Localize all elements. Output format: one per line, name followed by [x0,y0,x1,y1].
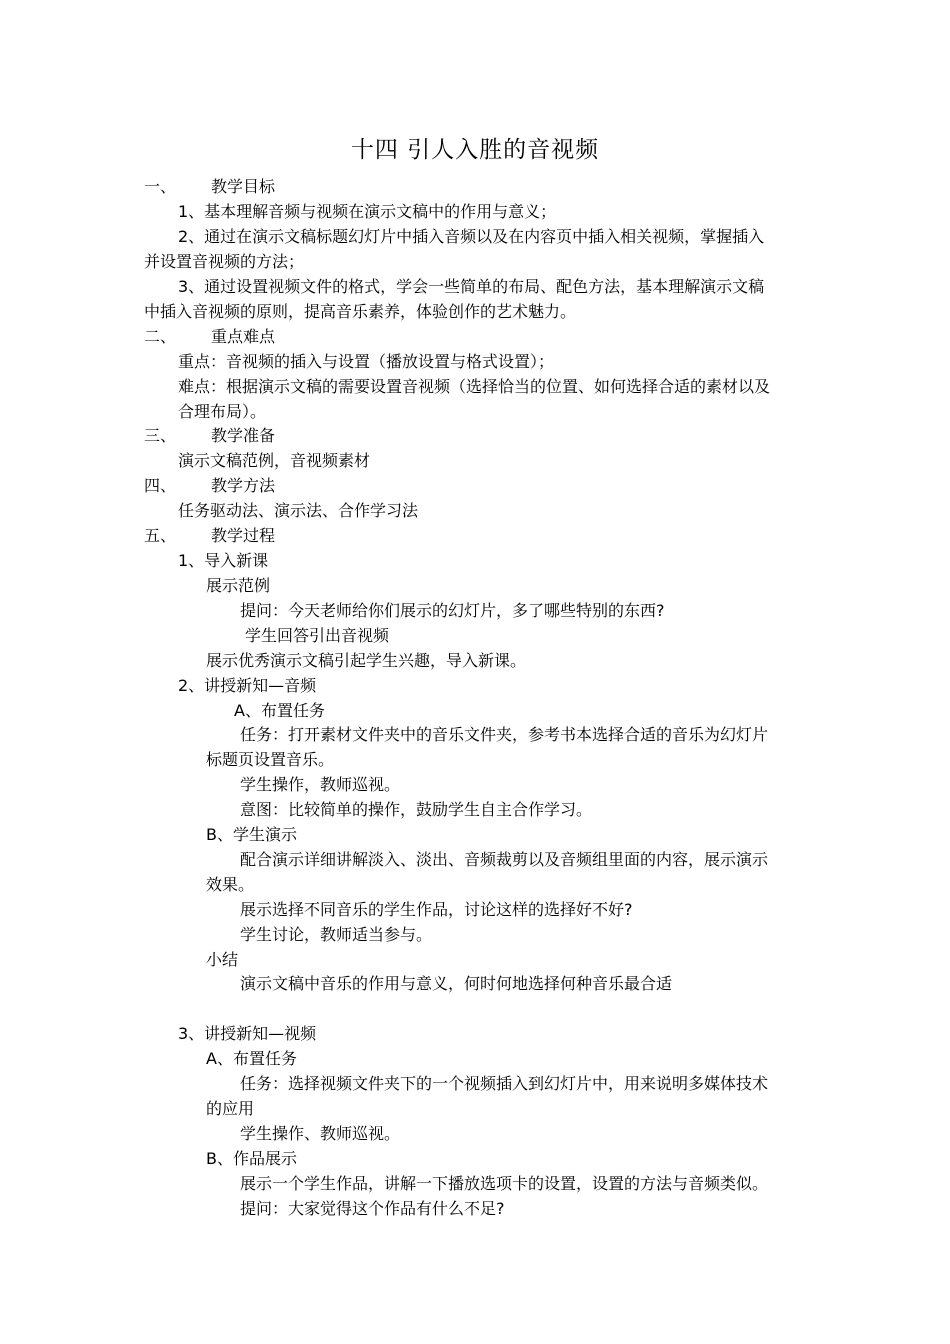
paragraph-line: 学生讨论，教师适当参与。 [240,925,433,944]
paragraph-line: 合理布局）。 [178,402,267,421]
paragraph-line: 展示选择不同音乐的学生作品，讨论这样的选择好不好? [240,900,633,919]
section-label: 重点难点 [211,327,276,346]
section-number: 四、 [144,476,177,495]
paragraph-line: 展示优秀演示文稿引起学生兴趣，导入新课。 [206,651,527,670]
paragraph-line: 2、通过在演示文稿标题幻灯片中插入音频以及在内容页中插入相关视频，掌握插入 [178,227,765,246]
section-label: 教学方法 [211,476,276,495]
section-label: 教学目标 [211,177,276,196]
section-number: 三、 [144,426,177,445]
paragraph-line: 提问：大家觉得这个作品有什么不足? [240,1199,505,1218]
paragraph-line: 的应用 [206,1099,255,1118]
document-title: 十四 引人入胜的音视频 [350,137,600,163]
section-number: 一、 [144,177,177,196]
section-number: 二、 [144,327,177,346]
paragraph-line: 难点：根据演示文稿的需要设置音视频（选择恰当的位置、如何选择合适的素材以及 [178,377,771,396]
paragraph-line: 并设置音视频的方法； [144,252,305,271]
section-number: 五、 [144,526,177,545]
paragraph-line: 任务：选择视频文件夹下的一个视频插入到幻灯片中，用来说明多媒体技术 [240,1074,769,1093]
paragraph-line: 重点：音视频的插入与设置（播放设置与格式设置）； [178,352,555,371]
paragraph-line: 任务驱动法、演示法、合作学习法 [178,501,419,520]
subsection-heading: 2、讲授新知—音频 [178,676,317,695]
paragraph-line: 小结 [206,950,239,969]
paragraph-line: 任务：打开素材文件夹中的音乐文件夹，参考书本选择合适的音乐为幻灯片 [240,725,769,744]
paragraph-line: 中插入音视频的原则，提高音乐素养，体验创作的艺术魅力。 [144,302,577,321]
section-label: 教学过程 [211,526,276,545]
paragraph-line: 学生操作，教师巡视。 [240,775,401,794]
paragraph-line: 3、通过设置视频文件的格式，学会一些简单的布局、配色方法，基本理解演示文稿 [178,277,765,296]
paragraph-line: 配合演示详细讲解淡入、淡出、音频裁剪以及音频组里面的内容，展示演示 [240,850,769,869]
paragraph-line: 1、基本理解音频与视频在演示文稿中的作用与意义； [178,202,557,221]
paragraph-line: 标题页设置音乐。 [206,750,335,769]
section-label: 教学准备 [211,426,276,445]
paragraph-line: 展示一个学生作品，讲解一下播放选项卡的设置，设置的方法与音频类似。 [240,1174,769,1193]
paragraph-line: B、作品展示 [206,1149,297,1168]
paragraph-line: A、布置任务 [234,701,325,720]
paragraph-line: 提问：今天老师给你们展示的幻灯片，多了哪些特别的东西? [240,601,665,620]
paragraph-line: 展示范例 [206,576,271,595]
paragraph-line: 意图：比较简单的操作，鼓励学生自主合作学习。 [240,800,593,819]
paragraph-line: 学生回答引出音视频 [245,626,390,645]
paragraph-line: B、学生演示 [206,825,297,844]
paragraph-line: 演示文稿范例，音视频素材 [178,451,371,470]
paragraph-line: 学生操作、教师巡视。 [240,1124,401,1143]
paragraph-line: 演示文稿中音乐的作用与意义，何时何地选择何种音乐最合适 [240,974,673,993]
paragraph-line: A、布置任务 [206,1049,297,1068]
paragraph-line: 效果。 [206,875,255,894]
subsection-heading: 1、导入新课 [178,551,269,570]
subsection-heading: 3、讲授新知—视频 [178,1024,317,1043]
